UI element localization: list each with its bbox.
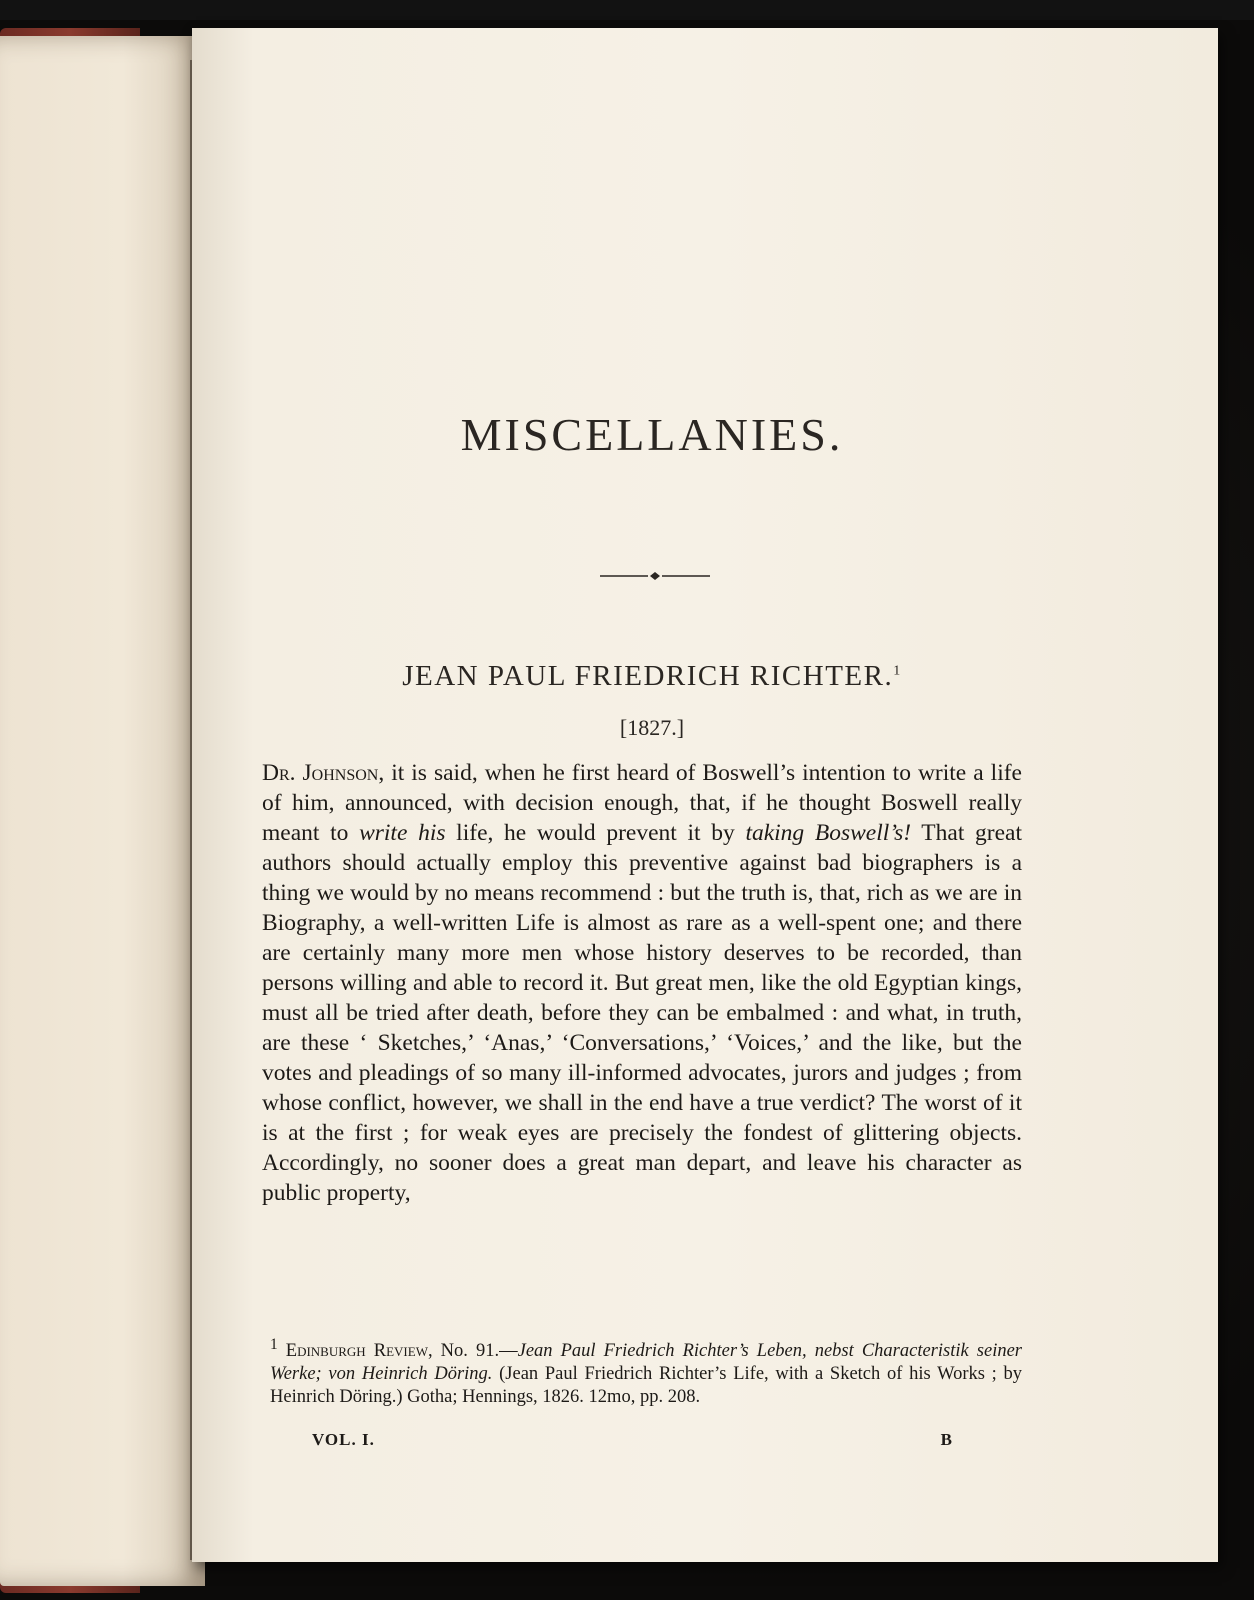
body-text-3: That great authors should actually employ this preventive against bad biographers is a thing we would by no means recommend : but the truth is, that, rich as we are in Biography, a well-written Life is almost as rare as a well-spent one; and there are certainly many more men whose history deserves to be recorded, than persons willing and able to record it. But great men, like the old Egyptian kings, must all be tried after death, before they can be embalmed : and what, in truth, are these ‘ Sketches,’ ‘Anas,’ ‘Conversations,’ ‘Voices,’ and the like, but the votes and pleadings of so many ill-informed advocates, jurors and judges ; from whose conflict, however, we shall in the end have a true verdict? The worst of it is at the first ; for weak eyes are precisely the fondest of glittering objects. Accordingly, no sooner does a great man depart, and leave his character as public property, <box>262 820 1023 1206</box>
footnote-rest: (Jean Paul Friedrich Richter’s Life, with a Sketch of his Works ; by Heinrich Döring.) Gotha; Hennings, 1826. 12mo, pp. 208. <box>270 1364 1023 1408</box>
footnote-marker: 1 <box>270 1336 278 1353</box>
ornament-divider-icon <box>600 570 710 582</box>
article-title <box>262 660 1042 693</box>
right-page <box>192 28 1218 1562</box>
body-text-1: , it is said, when he first heard of Boswell’s intention to write a life of him, announced, with decision enough, that, if he thought Boswell really meant to <box>262 760 1022 846</box>
body-text-2: life, he would prevent it by <box>445 820 746 846</box>
article-year: [1827.] <box>619 715 685 740</box>
page-content <box>262 28 1042 1562</box>
footnote-source: Edinburgh Review <box>285 1341 428 1362</box>
article-title-text: JEAN PAUL FRIEDRICH RICHTER. <box>402 660 894 692</box>
footnote-reference: 1 <box>893 663 902 679</box>
body-paragraph <box>262 758 1022 1208</box>
footnote-italic: Jean Paul Friedrich Richter’s Leben, nebst Characteristik seiner Werke; von Heinrich Döring. <box>270 1341 1022 1385</box>
body-italic-1: write his <box>359 820 446 846</box>
volume-label: VOL. I. <box>312 1430 375 1449</box>
left-page <box>0 36 205 1586</box>
footnote <box>270 1333 1022 1409</box>
main-title: MISCELLANIES. <box>460 409 844 460</box>
footnote-number: , No. 91.— <box>427 1341 518 1362</box>
body-italic-2: taking Boswell’s! <box>745 820 912 846</box>
signature-mark: B <box>940 1430 952 1449</box>
lead-name: Dr. Johnson <box>262 760 379 786</box>
